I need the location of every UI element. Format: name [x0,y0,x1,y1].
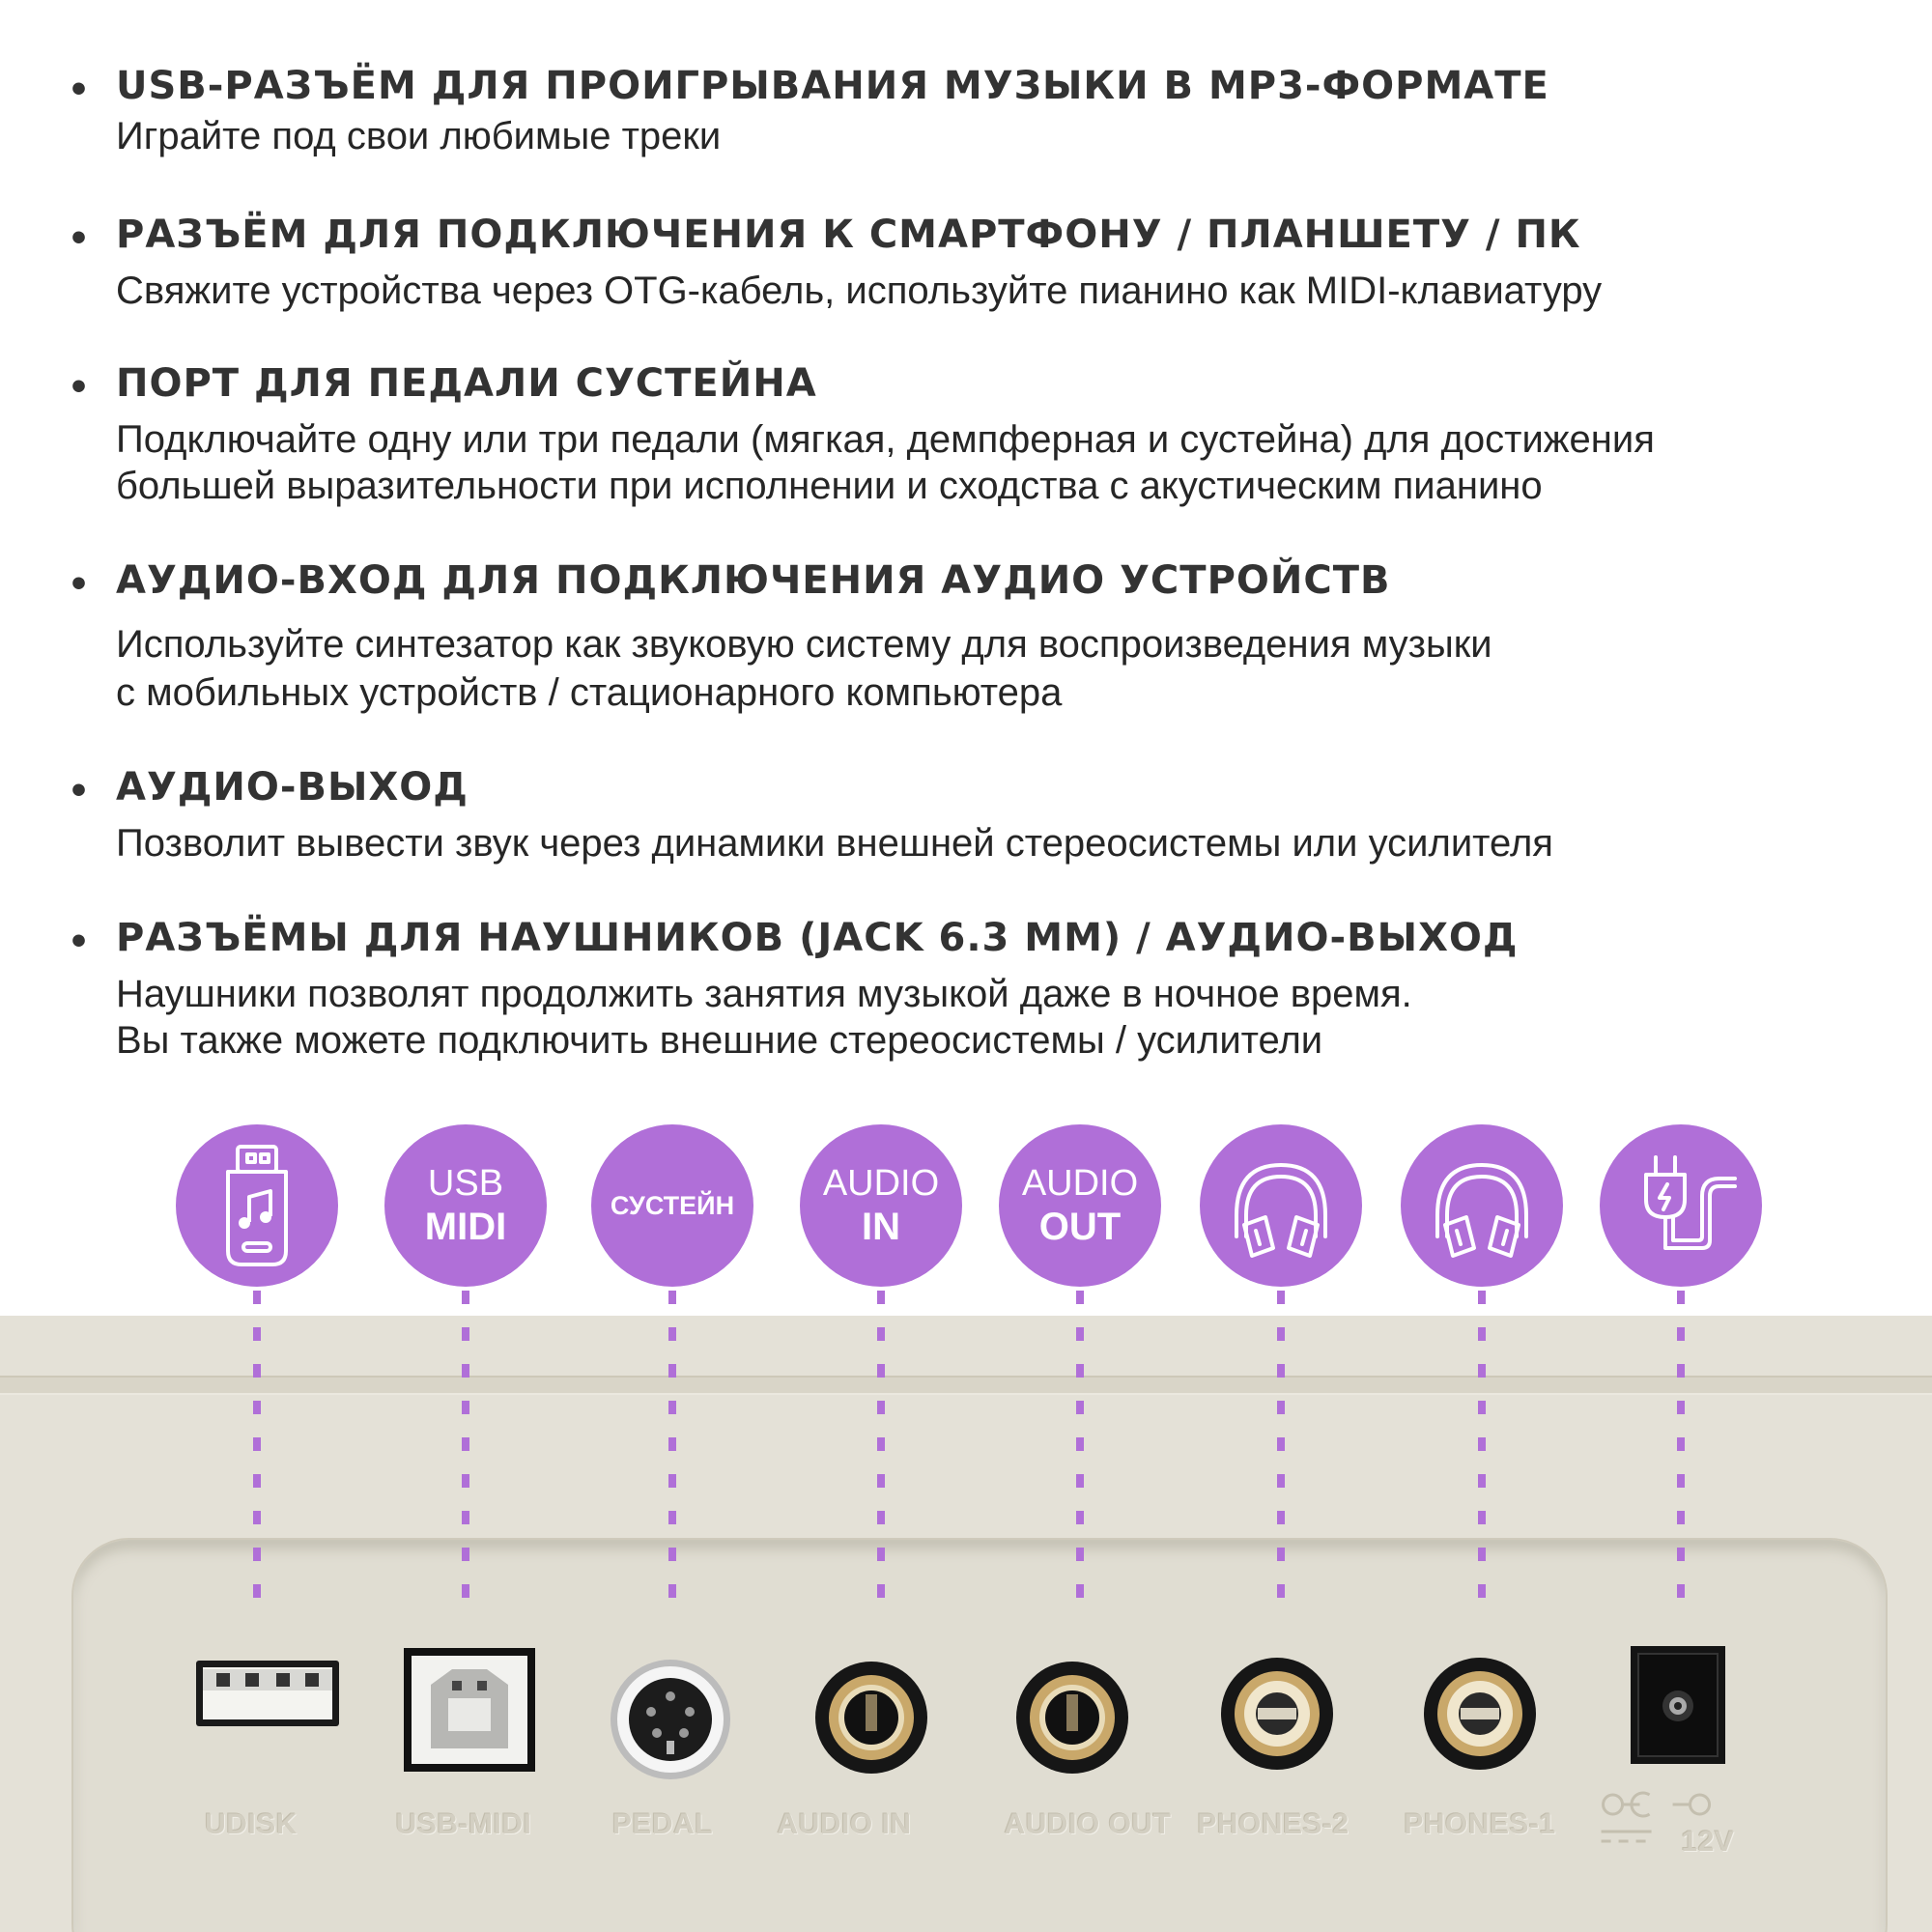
bullet: • [68,565,91,605]
circle-label-line1: USB [427,1163,504,1204]
bullet: • [68,219,91,259]
bullet: • [68,923,91,962]
circle-label: СУСТЕЙН [610,1190,735,1220]
headphones-icon [1223,1148,1339,1264]
port-label-12v [1657,1816,1735,1858]
feature-title: АУДИО-ВЫХОД [116,765,469,810]
feature-title: РАЗЪЁМЫ ДЛЯ НАУШНИКОВ (JACK 6.3 ММ) / АУДИО-ВЫХОД [116,916,1519,960]
feature-desc: Используйте синтезатор как звуковую систему для воспроизведения музыки [116,623,1492,666]
audio-in-jack [813,1660,929,1776]
panel-seam [0,1376,1932,1395]
feature-title: ПОРТ ДЛЯ ПЕДАЛИ СУСТЕЙНА [116,361,817,406]
circle-label-line2: IN [862,1206,900,1248]
feature-desc: Свяжите устройства через OTG-кабель, используйте пианино как MIDI-клавиатуру [116,270,1603,312]
circle-label-line1: AUDIO [822,1163,940,1204]
power-plug-icon [1623,1148,1739,1264]
bullet: • [68,772,91,811]
circle-label-line1: AUDIO [1021,1163,1139,1204]
audio-out-jack [1014,1660,1130,1776]
circle-power [1600,1124,1762,1287]
bullet: • [68,71,91,110]
feature-title: USB-РАЗЪЁМ ДЛЯ ПРОИГРЫВАНИЯ МУЗЫКИ В MP3-ФОРМАТЕ [116,64,1549,108]
usb-b-port [404,1648,535,1772]
circle-pedal [591,1124,753,1287]
circle-label-line2: MIDI [424,1206,507,1248]
connector-line [1277,1291,1285,1600]
connector-line [253,1291,261,1600]
circle-phones-2 [1200,1124,1362,1287]
circle-audio-in [800,1124,962,1287]
port-label-12v-text: 12V [1681,1826,1735,1858]
circle-phones-1 [1401,1124,1563,1287]
port-label-phones-2: PHONES-2 [1197,1808,1350,1840]
circle-label-line2: OUT [1038,1206,1122,1248]
feature-desc: Наушники позволят продолжить занятия музыкой даже в ночное время. [116,973,1412,1015]
port-label-audio-in: AUDIO IN [777,1808,912,1840]
feature-desc: Играйте под свои любимые треки [116,115,722,157]
feature-desc: Позволит вывести звук через динамики внешней стереосистемы или усилителя [116,822,1553,865]
circle-usb-midi [384,1124,547,1287]
port-label-audio-out: AUDIO OUT [1004,1808,1172,1840]
usb-flash-music-icon [209,1143,305,1268]
port-label-pedal: PEDAL [611,1808,714,1840]
bullet: • [68,368,91,408]
phones-1-jack [1422,1656,1538,1772]
feature-title: РАЗЪЁМ ДЛЯ ПОДКЛЮЧЕНИЯ К СМАРТФОНУ / ПЛАНШЕТУ / ПК [116,213,1581,257]
feature-desc: Вы также можете подключить внешние стереосистемы / усилители [116,1019,1323,1062]
connector-line [1478,1291,1486,1600]
port-label-usb-midi: USB-MIDI [395,1808,532,1840]
connector-line [1076,1291,1084,1600]
headphones-icon [1424,1148,1540,1264]
connector-line [462,1291,469,1600]
connector-line [668,1291,676,1600]
connector-line [1677,1291,1685,1600]
phones-2-jack [1219,1656,1335,1772]
feature-desc: с мобильных устройств / стационарного компьютера [116,671,1063,714]
dc-power-jack [1631,1646,1725,1764]
circle-udisk [176,1124,338,1287]
feature-title: АУДИО-ВХОД ДЛЯ ПОДКЛЮЧЕНИЯ АУДИО УСТРОЙСТВ [116,558,1391,603]
port-label-phones-1: PHONES-1 [1404,1808,1556,1840]
circle-audio-out [999,1124,1161,1287]
feature-desc: большей выразительности при исполнении и сходства с акустическим пианино [116,465,1543,507]
port-label-udisk: UDISK [205,1808,298,1840]
panel-recess [71,1538,1888,1932]
feature-desc: Подключайте одну или три педали (мягкая, демпферная и сустейна) для достижения [116,418,1655,461]
pedal-port [609,1658,732,1781]
connector-line [877,1291,885,1600]
usb-a-port [195,1660,340,1727]
